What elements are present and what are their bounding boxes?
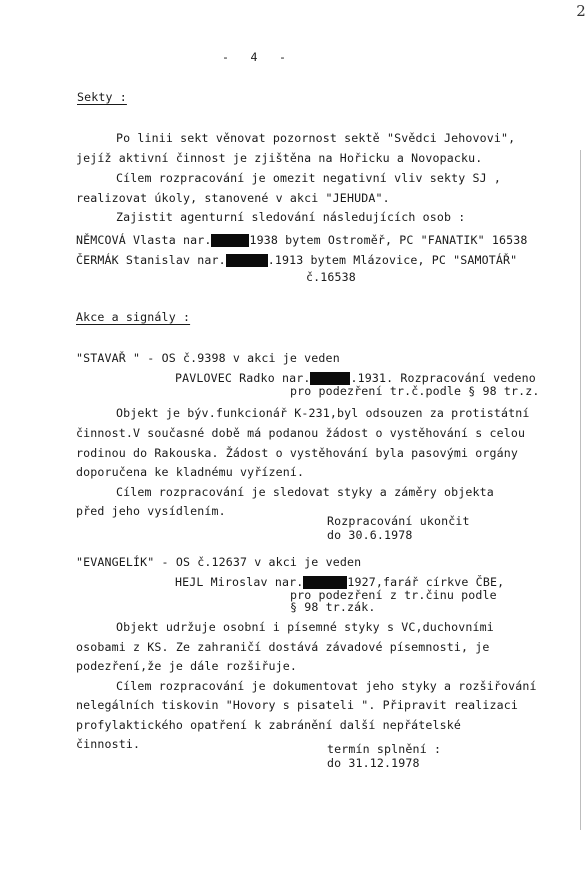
stavar-term-label: Rozpracování ukončit bbox=[327, 514, 470, 528]
person-hejl-charge: pro podezření z tr.činu podle bbox=[290, 588, 497, 602]
person-nemcova bbox=[76, 233, 528, 247]
stavar-paragraph-2-line-2: před jeho vysídlením. bbox=[76, 504, 226, 518]
page-corner-mark: 2 bbox=[576, 2, 586, 20]
person-pavlovec bbox=[175, 371, 536, 385]
evangelik-paragraph-2-line-1: Cílem rozpracování je dokumentovat jeho styky a rozšiřování bbox=[116, 679, 537, 693]
scan-edge-line bbox=[580, 150, 581, 830]
sekty-paragraph-1-line-1: Po linii sekt věnovat pozornost sektě "Svědci Jehovovi", bbox=[116, 131, 516, 145]
sekty-paragraph-2-line-2: realizovat úkoly, stanovené v akci "JEHUDA". bbox=[76, 191, 390, 205]
evangelik-title-line bbox=[76, 555, 361, 569]
evangelik-title: "EVANGELÍK" - bbox=[76, 555, 169, 569]
stavar-paragraph-1-line-2: činnost.V současné době má podanou žádost o vystěhování s celou bbox=[76, 426, 526, 440]
person-cermak-number: č.16538 bbox=[306, 270, 356, 284]
redaction-bar bbox=[211, 234, 249, 247]
evangelik-paragraph-1-line-2: osobami z KS. Ze zahraničí dostává závadové písemnosti, je bbox=[76, 640, 490, 654]
evangelik-paragraph-2-line-3: profylaktického opatření k zabránění další nepřátelské bbox=[76, 718, 462, 732]
stavar-title: "STAVAŘ " - bbox=[76, 351, 155, 365]
evangelik-paragraph-2-line-2: nelegálních tiskovin "Hovory s pisateli ". Připravit realizaci bbox=[76, 698, 519, 712]
akce-heading: Akce a signály : bbox=[76, 310, 191, 324]
page-number: - 4 - bbox=[222, 50, 287, 64]
stavar-title-line bbox=[76, 351, 340, 365]
stavar-title-rest: OS č.9398 v akci je veden bbox=[154, 351, 340, 365]
person-hejl-law: § 98 tr.zák. bbox=[290, 600, 376, 614]
person-hejl-name: HEJL Miroslav nar. bbox=[175, 575, 304, 589]
person-hejl-details: 1927,farář církve ČBE, bbox=[347, 575, 505, 589]
sekty-heading: Sekty : bbox=[77, 90, 127, 104]
stavar-paragraph-1-line-4: doporučena ke kladnému vyřízení. bbox=[76, 465, 305, 479]
sekty-paragraph-3-line-1: Zajistit agenturní sledování následujících osob : bbox=[116, 210, 466, 224]
sekty-paragraph-1-line-2: jejíž aktivní činnost je zjištěna na Hořicku a Novopacku. bbox=[76, 151, 483, 165]
evangelik-paragraph-2-line-4: činnosti. bbox=[76, 737, 141, 751]
person-nemcova-name: NĚMCOVÁ Vlasta nar. bbox=[76, 233, 212, 247]
person-pavlovec-name: PAVLOVEC Radko nar. bbox=[175, 371, 311, 385]
evangelik-term-label: termín splnění : bbox=[327, 742, 442, 756]
evangelik-paragraph-1-line-1: Objekt udržuje osobní i písemné styky s VC,duchovními bbox=[116, 620, 494, 634]
evangelik-term-date: do 31.12.1978 bbox=[327, 756, 420, 770]
person-cermak-name: ČERMÁK Stanislav nar. bbox=[76, 253, 226, 267]
sekty-paragraph-2-line-1: Cílem rozpracování je omezit negativní vliv sekty SJ , bbox=[116, 171, 502, 185]
evangelik-paragraph-1-line-3: podezření,že je dále rozšiřuje. bbox=[76, 659, 298, 673]
person-nemcova-details: 1938 bytem Ostroměř, PC "FANATIK" 16538 bbox=[249, 233, 528, 247]
stavar-term-date: do 30.6.1978 bbox=[327, 528, 413, 542]
person-cermak-details: .1913 bytem Mlázovice, PC "SAMOTÁŘ" bbox=[267, 253, 518, 267]
stavar-paragraph-2-line-1: Cílem rozpracování je sledovat styky a záměry objekta bbox=[116, 485, 494, 499]
person-cermak bbox=[76, 253, 517, 267]
stavar-paragraph-1-line-3: rodinou do Rakouska. Žádost o vystěhování byla pasovými orgány bbox=[76, 446, 519, 460]
person-pavlovec-details: .1931. Rozpracování vedeno bbox=[350, 371, 536, 385]
person-pavlovec-charge: pro podezření tr.č.podle § 98 tr.z. bbox=[290, 384, 540, 398]
person-hejl bbox=[175, 575, 504, 589]
redaction-bar bbox=[226, 254, 268, 267]
stavar-paragraph-1-line-1: Objekt je býv.funkcionář K-231,byl odsouzen za protistátní bbox=[116, 406, 530, 420]
evangelik-title-rest: OS č.12637 v akci je veden bbox=[168, 555, 362, 569]
